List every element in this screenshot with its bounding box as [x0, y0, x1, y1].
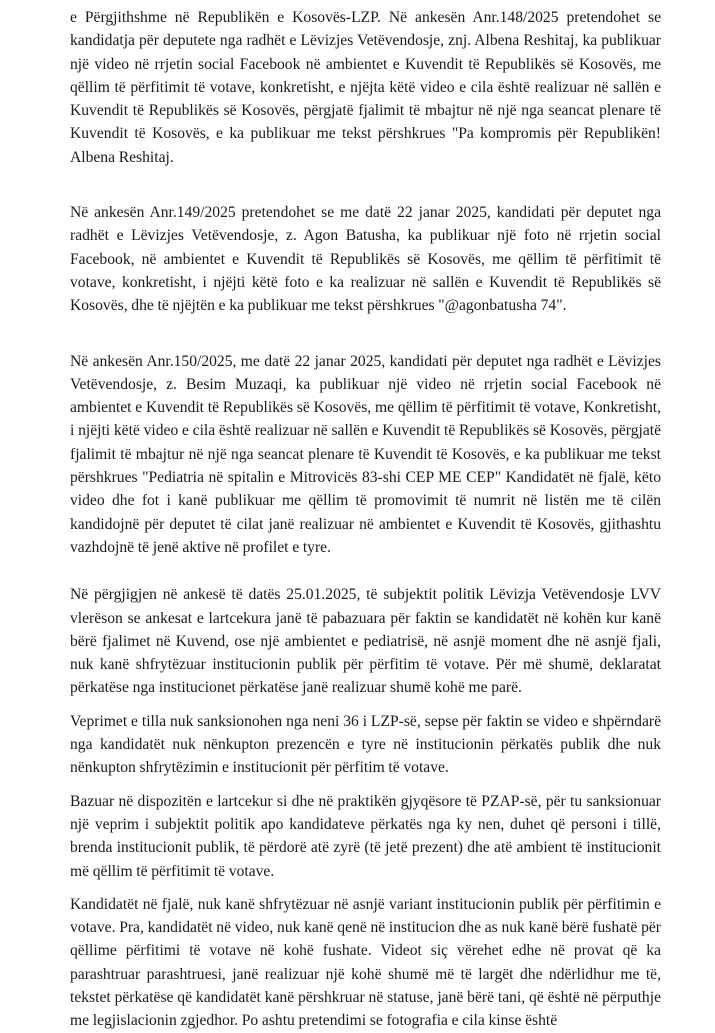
- paragraph-candidates: Kandidatët në fjalë, nuk kanë shfrytëzuar në asnjë variant institucionin publik për përfitimin e votave. Pra, kandidatët në video, nuk kanë qenë në institucion dhe as nuk kanë bërë fushatë për qëllime përfitimi të votave në kohë fushate. Videot siç vërehet edhe në provat që ka parashtruar parashtruesi, janë realizuar një kohë shumë më të largët dhe ndërlidhur me të, tekstet përkatëse që kandidatët kanë përshkruar në statuse, janë bërë tani, që është në përputhje me legjislacionin zgjedhor. Po ashtu pretendimi se fotografia e cila kinse është: [70, 895, 661, 1030]
- paragraph-anr-150: Në ankesën Anr.150/2025, me datë 22 janar 2025, kandidati për deputet nga radhët e Lëvizjes Vetëvendosje, z. Besim Muzaqi, ka publikuar një video në rrjetin social Facebook në ambientet e Kuvendit të Republikës së Kosovës, me qëllim të përfitimit të votave, Konkretisht, i njëjti këtë video e cila është realizuar në sallën e Kuvendit të Republikës së Kosovës, përgjatë fjalimit të mbajtur në një nga seancat plenare të Kuvendit të Kosovës, e ka publikuar me tekst përshkrues "Pediatria në spitalin e Mitrovicës 83-shi CEP ME CEP" Kandidatët në fjalë, këto video dhe fot i kanë publikuar me qëllim të promovimit të numrit në listën me të cilën kandidojnë për deputet të cilat janë realizuar në ambientet e Kuvendit të Kosovës, gjithashtu vazhdojnë të jenë aktive në profilet e tyre.: [70, 352, 661, 556]
- paragraph-anr-148: e Përgjithshme në Republikën e Kosovës-LZP. Në ankesën Anr.148/2025 pretendohet se kandidatja për deputete nga radhët e Lëvizjes Vetëvendosje, znj. Albena Reshitaj, ka publikuar një video në rrjetin social Facebook në ambientet e Kuvendit të Republikës së Kosovës, me qëllim të përfitimit të votave, konkretisht, e njëjta këtë video e cila është realizuar në sallën e Kuvendit të Republikës së Kosovës, përgjatë fjalimit të mbajtur në një nga seancat plenare të Kuvendit të Kosovës, e ka publikuar me tekst përshkrues "Pa kompromis për Republikën! Albena Reshitaj.: [70, 9, 661, 166]
- paragraph-article-36: Veprimet e tilla nuk sanksionohen nga neni 36 i LZP-së, sepse për faktin se video e shpërndarë nga kandidatët nuk nënkupton prezencën e tyre në institucionin përkatës publik dhe nuk nënkupton shfrytëzimin e institucionit për përfitim të votave.: [70, 712, 661, 777]
- paragraph-pzap-practice: Bazuar në dispozitën e lartcekur si dhe në praktikën gjyqësore të PZAP-së, për tu sanksionuar një veprim i subjektit politik apo kandidateve përkatës nga ky nen, duhet që personi i tillë, brenda institucionit publik, të përdorë atë zyrë (të jetë prezent) dhe atë ambient të institucionit më qëllim të përfitimit të votave.: [70, 792, 661, 880]
- paragraph-response-lvv: Në përgjigjen në ankesë të datës 25.01.2025, të subjektit politik Lëvizja Vetëvendosje LVV vlerëson se ankesat e lartcekura janë të pabazuara për faktin se kandidatët në kohën kur kanë bërë fjalimet në Kuvend, ose një ambientet e pediatrisë, në asnjë moment dhe në asnjë fjali, nuk kanë shfrytëzuar institucionin publik për përfitim të votave. Për më shumë, deklaratat përkatëse nga institucionet përkatëse janë realizuar shumë kohë me parë.: [70, 586, 661, 697]
- paragraph-anr-149: Në ankesën Anr.149/2025 pretendohet se me datë 22 janar 2025, kandidati për deputet nga radhët e Lëvizjes Vetëvendosje, z. Agon Batusha, ka publikuar një foto në rrjetin social Facebook, në ambientet e Kuvendit të Republikës së Kosovës, me qëllim të përfitimit të votave, konkretisht, i njëjti këtë foto e ka realizuar në sallën e Kuvendit të Republikës së Kosovës, dhe të njëjtën e ka publikuar me tekst përshkrues "@agonbatusha 74".: [70, 204, 661, 315]
